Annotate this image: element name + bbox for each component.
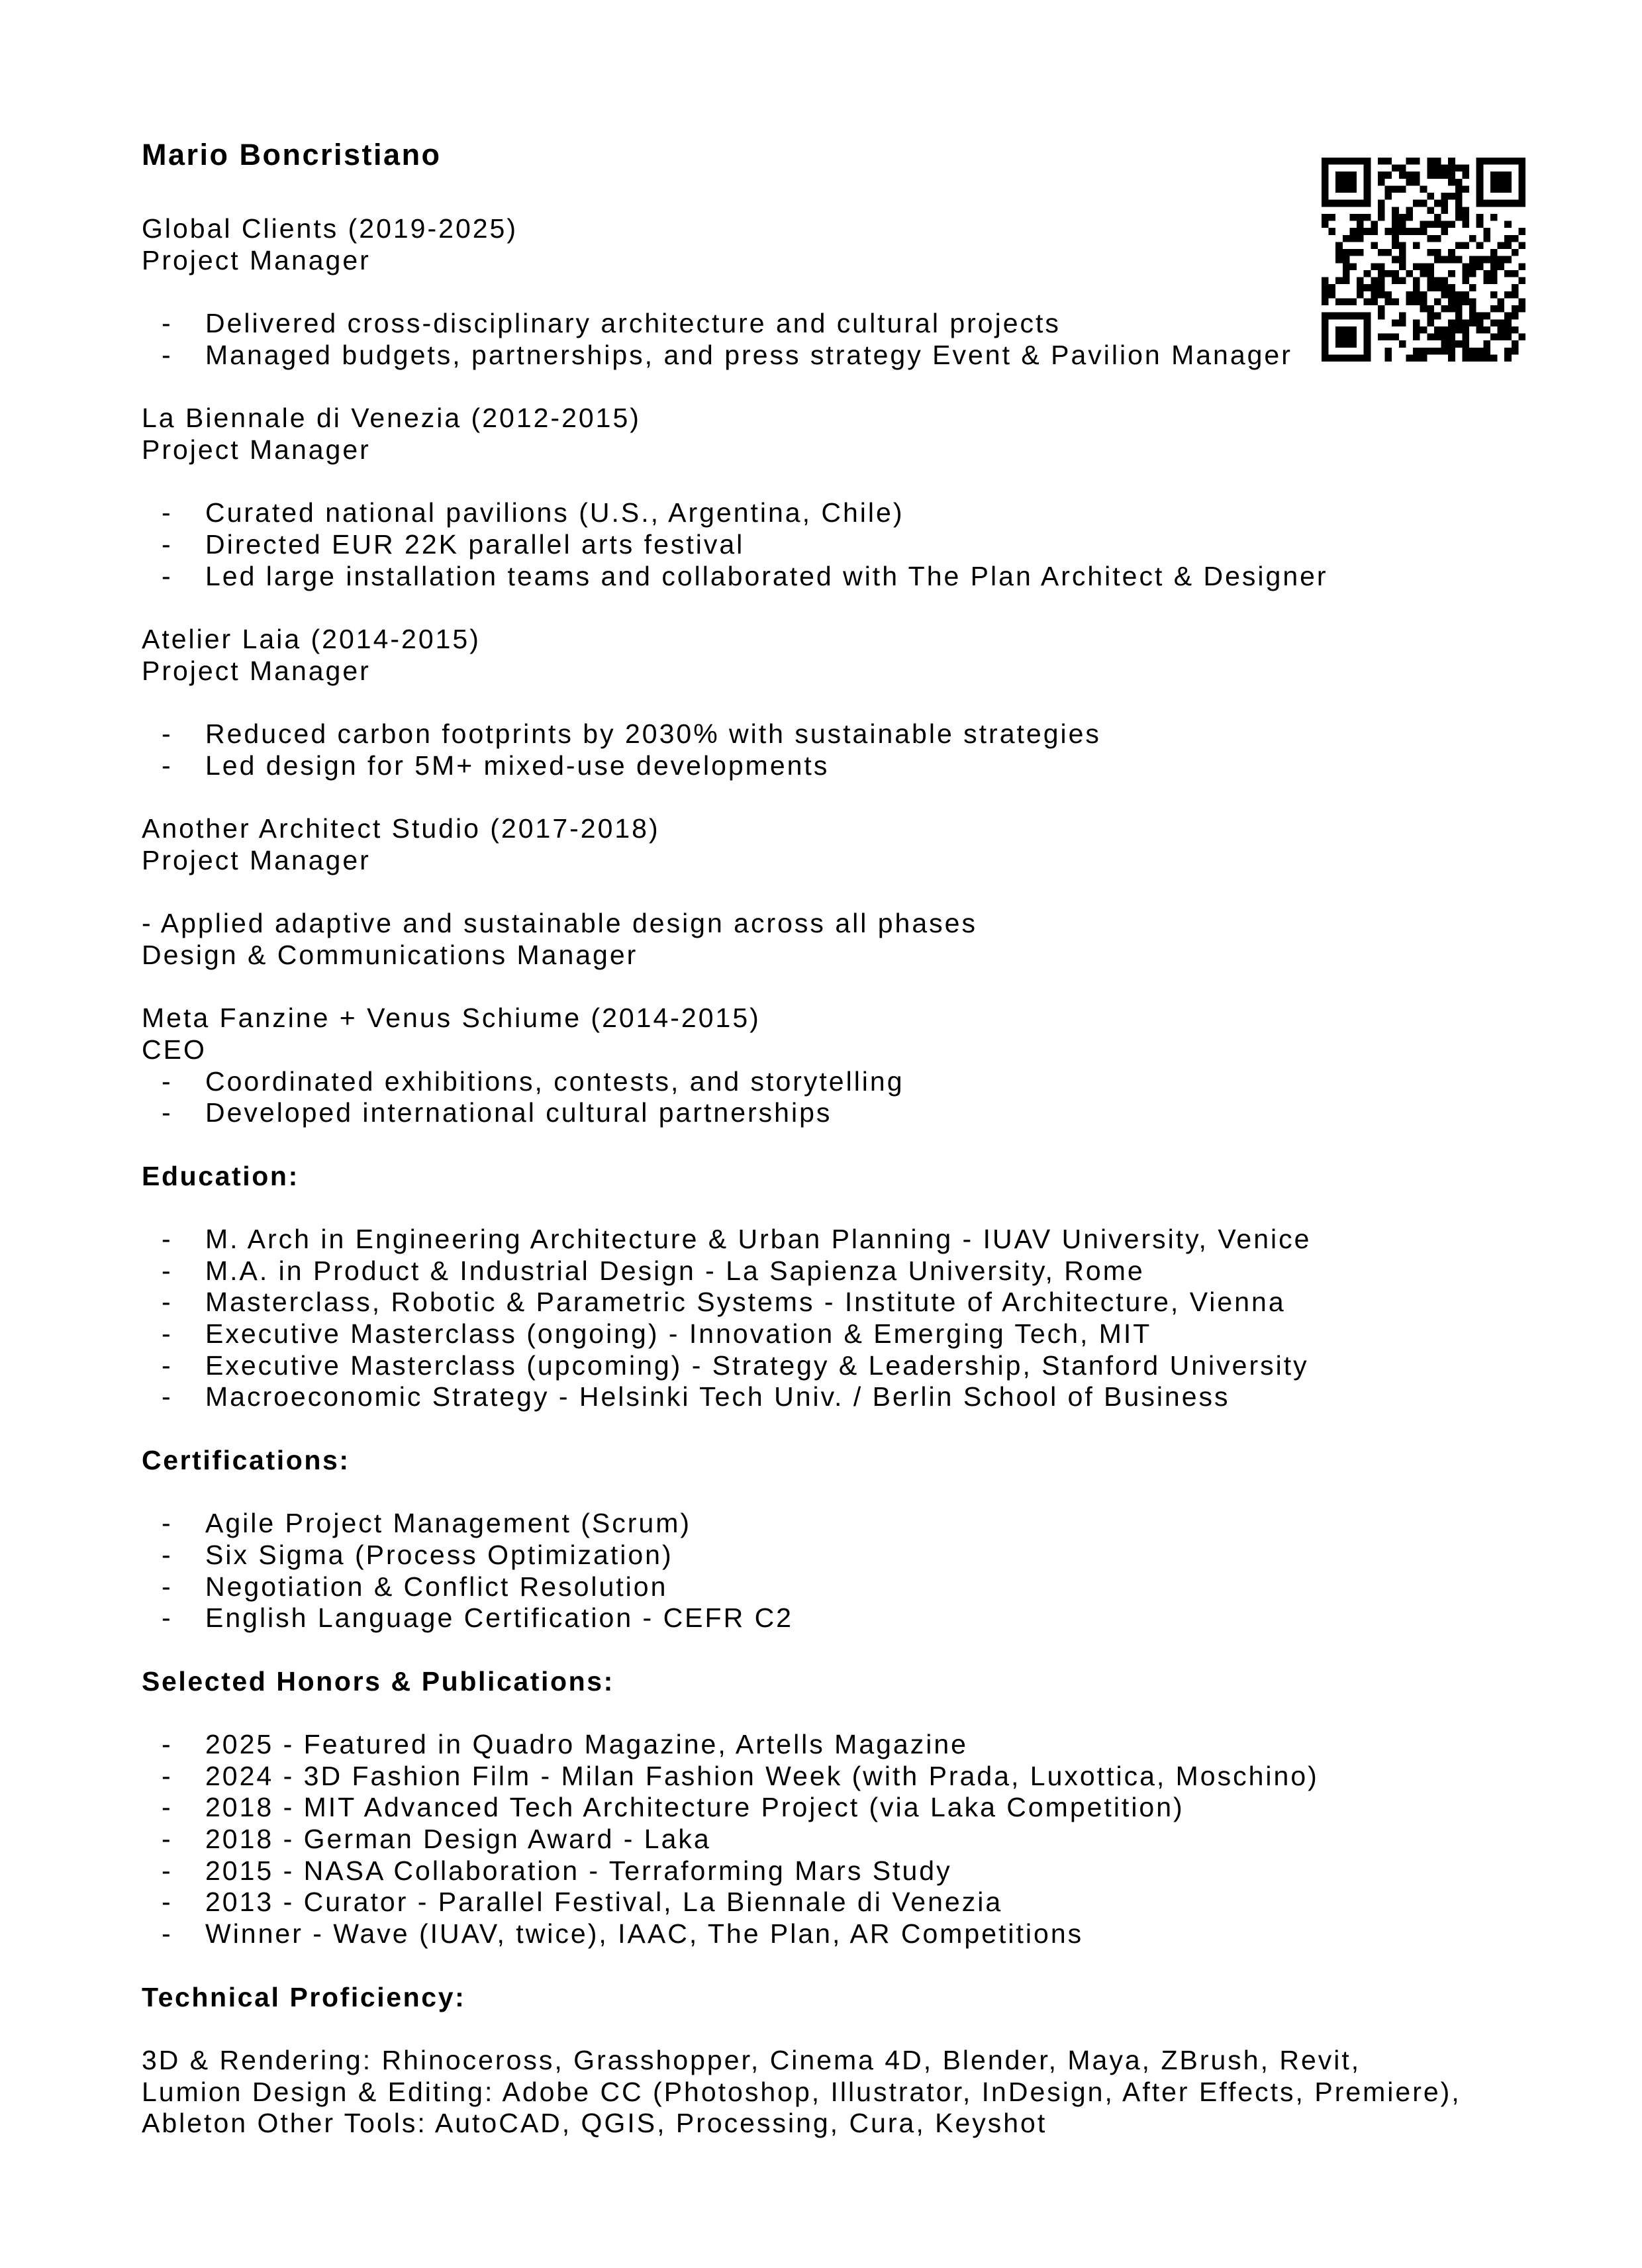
bullet-dash: - — [162, 1602, 173, 1634]
experience-detail: - Applied adaptive and sustainable design across all phases — [142, 908, 977, 939]
list-item: - Led large installation teams and collaborated with The Plan Architect & Designer — [162, 560, 1328, 591]
section-heading: Technical Proficiency: — [142, 1981, 466, 2012]
bullet-dash: - — [162, 1255, 173, 1286]
bullet-dash: - — [162, 497, 173, 528]
experience-title: Another Architect Studio (2017-2018) — [142, 813, 660, 844]
experience-entry — [142, 403, 1439, 592]
bullet-dash: - — [162, 1824, 173, 1855]
list-item: - M. Arch in Engineering Architecture & Urban Planning - IUAV University, Venice — [162, 1224, 1312, 1254]
bullet-dash: - — [162, 1887, 173, 1918]
bullet-dash: - — [162, 1065, 173, 1097]
experience-title: La Biennale di Venezia (2012-2015) — [142, 403, 641, 434]
experience-role: Project Manager — [142, 844, 371, 875]
certifications-section — [142, 1445, 1439, 1634]
list-item: - Executive Masterclass (ongoing) - Innovation & Emerging Tech, MIT — [162, 1318, 1152, 1350]
list-item: - Led design for 5M+ mixed-use developments — [162, 750, 830, 781]
experience-entry — [142, 1003, 1439, 1129]
list-item: - English Language Certification - CEFR C2 — [162, 1602, 793, 1634]
bullet-dash: - — [162, 1571, 173, 1602]
list-item: - 2013 - Curator - Parallel Festival, La Biennale di Venezia — [162, 1887, 1003, 1918]
candidate-name: Mario Boncristiano — [142, 138, 442, 172]
list-item: - M.A. in Product & Industrial Design - La Sapienza University, Rome — [162, 1255, 1145, 1286]
list-item: - Executive Masterclass (upcoming) - Strategy & Leadership, Stanford University — [162, 1350, 1309, 1381]
list-item: - Directed EUR 22K parallel arts festival — [162, 528, 745, 560]
list-item: - 2015 - NASA Collaboration - Terraforming Mars Study — [162, 1855, 952, 1886]
bullet-dash: - — [162, 308, 173, 339]
experience-entry — [142, 813, 1439, 971]
bullet-dash: - — [162, 1318, 173, 1350]
list-item: - Curated national pavilions (U.S., Argentina, Chile) — [162, 497, 904, 528]
list-item: - Developed international cultural partnerships — [162, 1097, 832, 1128]
list-item: - Coordinated exhibitions, contests, and storytelling — [162, 1065, 904, 1097]
experience-role: Project Manager — [142, 244, 371, 275]
section-heading: Education: — [142, 1160, 299, 1191]
bullet-dash: - — [162, 1097, 173, 1128]
experience-role: Project Manager — [142, 655, 371, 686]
bullet-dash: - — [162, 1224, 173, 1254]
experience-detail: Design & Communications Manager — [142, 939, 638, 970]
technical-section — [142, 1981, 1461, 2140]
bullet-dash: - — [162, 339, 173, 370]
bullet-dash: - — [162, 718, 173, 749]
list-item: - Six Sigma (Process Optimization) — [162, 1539, 673, 1570]
experience-title: Atelier Laia (2014-2015) — [142, 623, 481, 654]
bullet-dash: - — [162, 1350, 173, 1381]
list-item: - 2018 - MIT Advanced Tech Architecture Project (via Laka Competition) — [162, 1792, 1184, 1823]
experience-role: Project Manager — [142, 434, 371, 465]
list-item: - Delivered cross-disciplinary architecture and cultural projects — [162, 308, 1061, 339]
list-item: - Managed budgets, partnerships, and press strategy Event & Pavilion Manager — [162, 339, 1292, 370]
experience-entry — [142, 213, 1439, 371]
resume-content — [142, 134, 1461, 2140]
bullet-dash: - — [162, 1287, 173, 1318]
bullet-dash: - — [162, 560, 173, 591]
bullet-dash: - — [162, 750, 173, 781]
bullet-dash: - — [162, 1539, 173, 1570]
bullet-dash: - — [162, 1760, 173, 1791]
experience-entry — [142, 624, 1439, 781]
bullet-dash: - — [162, 1508, 173, 1539]
education-section — [142, 1161, 1439, 1414]
honors-section — [142, 1666, 1439, 1950]
technical-line: 3D & Rendering: Rhinoceross, Grasshopper, Cinema 4D, Blender, Maya, ZBrush, Revit, — [142, 2044, 1361, 2075]
list-item: - 2018 - German Design Award - Laka — [162, 1824, 711, 1855]
list-item: - 2024 - 3D Fashion Film - Milan Fashion Week (with Prada, Luxottica, Moschino) — [162, 1760, 1319, 1791]
bullet-dash: - — [162, 528, 173, 560]
technical-line: Ableton Other Tools: AutoCAD, QGIS, Processing, Cura, Keyshot — [142, 2108, 1047, 2139]
bullet-dash: - — [162, 1381, 173, 1412]
experience-title: Meta Fanzine + Venus Schiume (2014-2015) — [142, 1003, 761, 1034]
list-item: - 2025 - Featured in Quadro Magazine, Artells Magazine — [162, 1729, 968, 1759]
bullet-dash: - — [162, 1729, 173, 1759]
experience-role: CEO — [142, 1034, 207, 1065]
bullet-dash: - — [162, 1918, 173, 1949]
list-item: - Negotiation & Conflict Resolution — [162, 1571, 668, 1602]
list-item: - Masterclass, Robotic & Parametric Systems - Institute of Architecture, Vienna — [162, 1287, 1286, 1318]
list-item: - Macroeconomic Strategy - Helsinki Tech Univ. / Berlin School of Business — [162, 1381, 1230, 1412]
list-item: - Reduced carbon footprints by 2030% with sustainable strategies — [162, 718, 1101, 749]
experience-title: Global Clients (2019-2025) — [142, 213, 518, 244]
bullet-dash: - — [162, 1855, 173, 1886]
section-heading: Selected Honors & Publications: — [142, 1665, 614, 1697]
bullet-dash: - — [162, 1792, 173, 1823]
list-item: - Winner - Wave (IUAV, twice), IAAC, The Plan, AR Competitions — [162, 1918, 1084, 1949]
section-heading: Certifications: — [142, 1444, 350, 1475]
list-item: - Agile Project Management (Scrum) — [162, 1508, 692, 1539]
technical-line: Lumion Design & Editing: Adobe CC (Photoshop, Illustrator, InDesign, After Effects, Premiere), — [142, 2076, 1461, 2107]
